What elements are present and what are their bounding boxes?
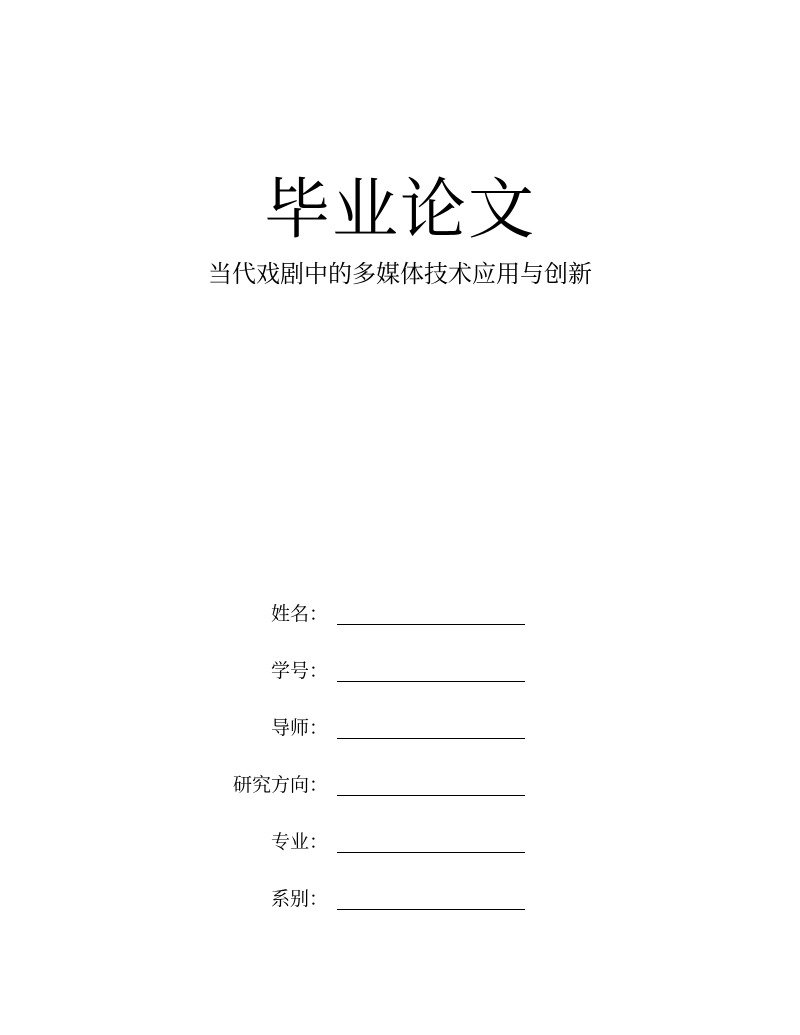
field-row-department [0, 881, 800, 938]
field-row-advisor [0, 710, 800, 767]
student-id-label: 学号： [270, 660, 328, 682]
major-field[interactable] [337, 852, 525, 853]
research-direction-label: 研究方向： [232, 774, 328, 796]
page-title: 毕业论文 [264, 171, 536, 248]
field-row-name [0, 596, 800, 653]
department-field[interactable] [337, 909, 525, 910]
name-label: 姓名： [270, 603, 328, 625]
name-field[interactable] [337, 624, 525, 625]
department-label: 系别： [270, 888, 328, 910]
thesis-topic: 当代戏剧中的多媒体技术应用与创新 [208, 260, 592, 288]
field-row-student-id [0, 653, 800, 710]
student-info-form [0, 596, 800, 938]
research-direction-field[interactable] [337, 795, 525, 796]
major-label: 专业： [270, 831, 328, 853]
advisor-label: 导师： [270, 717, 328, 739]
student-id-field[interactable] [337, 681, 525, 682]
advisor-field[interactable] [337, 738, 525, 739]
field-row-research-direction [0, 767, 800, 824]
field-row-major [0, 824, 800, 881]
